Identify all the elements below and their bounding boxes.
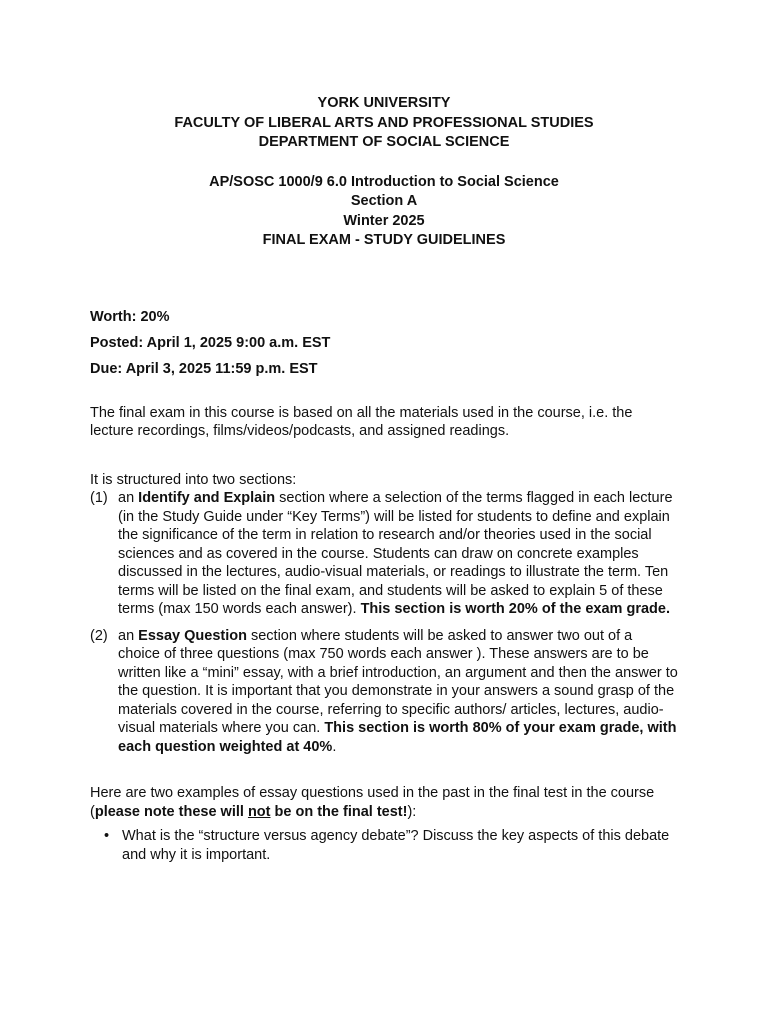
examples-lead-end: ):	[407, 803, 417, 820]
section-body: section where a selection of the terms flagged in each lecture (in the Study Guide under “Key Terms”) will be listed for students to define and explain the significance of the term in relation to research and/or theories used in the social sciences and as covered in the course. Students can draw on concrete examples discussed in the lectures, audio-visual materials, or readings to illustrate the term. Ten terms will be listed on the final exam, and students will be asked to explain 5 of these terms (max 150 words each answer).	[118, 490, 673, 617]
note-part-b: be on the final test!	[270, 803, 408, 820]
examples-note	[95, 804, 408, 820]
course-section: Section A	[350, 193, 418, 209]
intro-paragraph: The final exam in this course is based on all the materials used in the course, i.e. the lecture recordings, films/videos/podcasts, and assigned readings.	[90, 404, 633, 439]
section-pre: an	[118, 627, 139, 644]
university-name: YORK UNIVERSITY	[317, 95, 451, 111]
section-number: (1)	[90, 490, 108, 506]
section-number: (2)	[90, 627, 108, 644]
section-worth: This section is worth 80% of your exam grade, with each question weighted at 40%	[118, 720, 677, 755]
exam-sections-list	[90, 489, 678, 756]
example-question-text: What is the “structure versus agency debate”? Discuss the key aspects of this debate and why it is important.	[122, 828, 670, 863]
example-questions-list	[90, 827, 678, 864]
exam-section-item	[90, 489, 678, 619]
note-part-a: please note these will	[94, 803, 248, 820]
department-name: DEPARTMENT OF SOCIAL SCIENCE	[258, 134, 510, 150]
bullet-icon: •	[104, 828, 110, 844]
faculty-name: FACULTY OF LIBERAL ARTS AND PROFESSIONAL STUDIES	[174, 114, 594, 131]
section-name: Identify and Explain	[138, 490, 276, 506]
example-question-item	[90, 827, 678, 864]
structure-lead: It is structured into two sections:	[90, 471, 297, 488]
due-line: Due: April 3, 2025 11:59 p.m. EST	[90, 360, 318, 377]
section-pre: an	[118, 490, 139, 506]
examples-lead-text: Here are two examples of essay questions used in the past in the final test in the course (	[90, 785, 655, 820]
document-header	[90, 94, 678, 251]
section-tail: .	[332, 738, 337, 755]
exam-section-item	[90, 627, 678, 757]
examples-lead	[90, 784, 678, 821]
note-not: not	[247, 803, 271, 820]
course-term: Winter 2025	[343, 212, 425, 229]
document-title: FINAL EXAM - STUDY GUIDELINES	[262, 232, 506, 248]
exam-meta	[90, 308, 678, 378]
course-title: AP/SOSC 1000/9 6.0 Introduction to Social Science	[209, 173, 559, 190]
worth-line: Worth: 20%	[90, 308, 170, 325]
section-worth: This section is worth 20% of the exam grade.	[360, 601, 670, 617]
section-body: section where students will be asked to answer two out of a choice of three questions (max 750 words each answer ). These answers are to be written like a “mini” essay, with a brief introduction, an argument and then the answer to the question. It is important that you demonstrate in your answers a sound grasp of the materials covered in the course, referring to specific authors/ articles, lectures, audio-visual materials where you can.	[118, 627, 678, 736]
section-name: Essay Question	[138, 627, 247, 644]
posted-line: Posted: April 1, 2025 9:00 a.m. EST	[90, 334, 331, 351]
